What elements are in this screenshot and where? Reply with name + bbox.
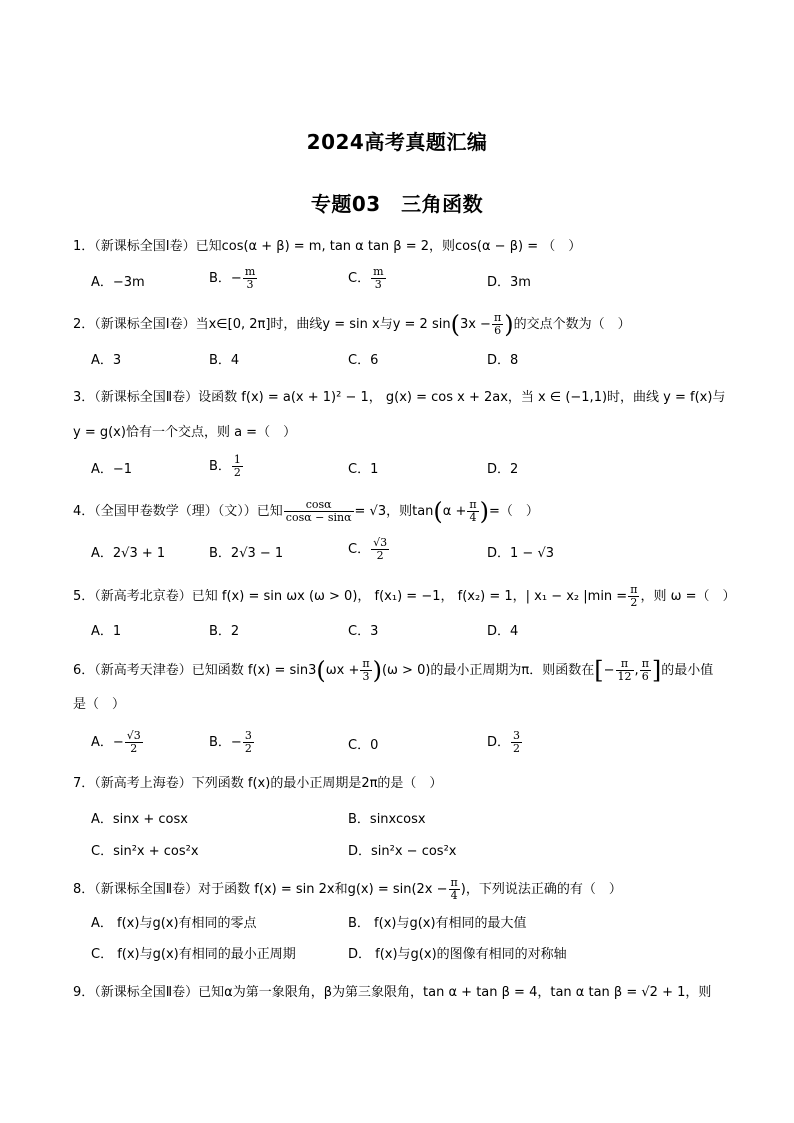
question-9-stem: 9．（新课标全国Ⅱ卷）已知α为第一象限角，β为第三象限角，tan α + tan β = 4，tan α tan β = √2 + 1，则 [73, 985, 712, 1000]
question-1-stem: 1．（新课标全国Ⅰ卷）已知cos(α + β) = m, tan α tan β = 2，则cos(α − β) = （ ） [73, 239, 582, 254]
question-8-stem: 8．（新课标全国Ⅱ卷）对于函数 f(x) = sin 2x和g(x) = sin(2x − $\frac{\pi}{4}$ )，下列说法正确的有（ ） [73, 876, 622, 902]
fraction: $\frac{\pi}{6}$ [493, 311, 502, 337]
fraction: $\frac{3}{2}$ [513, 729, 521, 755]
question-2-option-a: A．3 [91, 353, 122, 368]
fraction: $\frac{\cos\alpha}{\cos\alpha - \sin\alpha}$ [285, 498, 352, 524]
question-5-stem: 5．（新高考北京卷）已知 f(x) = sin ωx (ω > 0)， f(x₁) = −1， f(x₂) = 1，| x₁ − x₂ |min = $\frac{\pi}{2}$ ，则 ω =（ ） [73, 583, 736, 609]
question-2-stem: 2．（新课标全国Ⅰ卷）当x∈[0, 2π]时，曲线y = sin x与y = 2 sin(3x − $\frac{\pi}{6}$ )的交点个数为（ ） [73, 310, 631, 339]
question-3-stem-line-2: y = g(x)恰有一个交点，则 a =（ ） [73, 425, 297, 440]
fraction: $\frac{\pi}{4}$ [469, 498, 477, 524]
question-7-option-d: D．sin²x − cos²x [348, 844, 457, 859]
question-3-option-d: D．2 [487, 462, 519, 477]
question-5-option-d: D．4 [487, 624, 519, 639]
question-6-option-c: C．0 [348, 738, 379, 753]
fraction: $\frac{\pi}{12}$ [617, 657, 632, 683]
question-8-option-a: A． f(x)与g(x)有相同的零点 [91, 916, 257, 931]
question-7-option-b: B．sinxcosx [348, 812, 426, 827]
question-6-option-a: A．− $\frac{√3}{2}$ [91, 729, 141, 755]
question-8-option-d: D． f(x)与g(x)的图像有相同的对称轴 [348, 947, 567, 962]
fraction: $\frac{m}{3}$ [373, 265, 384, 291]
question-4-option-b: B．2√3 − 1 [209, 546, 284, 561]
fraction: $\frac{m}{3}$ [244, 265, 256, 291]
fraction: $\frac{\pi}{2}$ [630, 583, 638, 609]
question-6-stem-line-1: 6．（新高考天津卷）已知函数 f(x) = sin3(ωx + $\frac{\pi}{3}$ )(ω > 0)的最小正周期为π．则函数在[− $\frac{\pi}{12}$ , $\frac{\pi}{6}$ ]的最小值 [73, 656, 714, 685]
fraction: $\frac{√3}{2}$ [373, 536, 388, 562]
question-6-option-d: D． $\frac{3}{2}$ [487, 729, 521, 755]
question-2-option-c: C．6 [348, 353, 379, 368]
question-6-option-b: B．− $\frac{3}{2}$ [209, 729, 252, 755]
question-1-option-d: D．3m [487, 275, 531, 290]
fraction: $\frac{1}{2}$ [233, 453, 241, 479]
question-8-option-c: C． f(x)与g(x)有相同的最小正周期 [91, 947, 296, 962]
question-4-option-a: A．2√3 + 1 [91, 546, 166, 561]
question-2-option-b: B．4 [209, 353, 240, 368]
question-3-stem-line-1: 3．（新课标全国Ⅱ卷）设函数 f(x) = a(x + 1)² − 1， g(x) = cos x + 2ax，当 x ∈ (−1,1)时，曲线 y = f(x)与 [73, 390, 726, 405]
question-3-option-b: B． $\frac{1}{2}$ [209, 453, 241, 479]
question-5-option-b: B．2 [209, 624, 240, 639]
question-8-option-b: B． f(x)与g(x)有相同的最大值 [348, 916, 527, 931]
fraction: $\frac{√3}{2}$ [126, 729, 141, 755]
question-5-option-c: C．3 [348, 624, 379, 639]
question-1-option-a: A．−3m [91, 275, 145, 290]
document-title: 2024高考真题汇编 [306, 130, 488, 154]
question-2-option-d: D．8 [487, 353, 519, 368]
question-3-option-a: A．−1 [91, 462, 133, 477]
question-7-option-a: A．sinx + cosx [91, 812, 188, 827]
question-6-stem-line-2: 是（ ） [73, 697, 126, 712]
fraction: $\frac{\pi}{3}$ [362, 657, 370, 683]
question-1-option-b: B．− $\frac{m}{3}$ [209, 265, 256, 291]
fraction: $\frac{\pi}{4}$ [450, 876, 458, 902]
question-4-option-d: D．1 − √3 [487, 546, 554, 561]
question-4-stem: 4．（全国甲卷数学（理）（文））已知 $\frac{\cos\alpha}{\cos\alpha - \sin\alpha}$ = √3，则tan(α + $\frac{\pi}{4}$ )=（ ） [73, 497, 539, 526]
question-7-stem: 7．（新高考上海卷）下列函数 f(x)的最小正周期是2π的是（ ） [73, 776, 443, 791]
question-5-option-a: A．1 [91, 624, 122, 639]
fraction: $\frac{\pi}{6}$ [641, 657, 649, 683]
question-3-option-c: C．1 [348, 462, 379, 477]
question-7-option-c: C．sin²x + cos²x [91, 844, 199, 859]
fraction: $\frac{3}{2}$ [244, 729, 252, 755]
document-subtitle: 专题03 三角函数 [310, 192, 484, 216]
question-4-option-c: C． $\frac{√3}{2}$ [348, 536, 388, 562]
question-1-option-c: C． $\frac{m}{3}$ [348, 265, 384, 291]
